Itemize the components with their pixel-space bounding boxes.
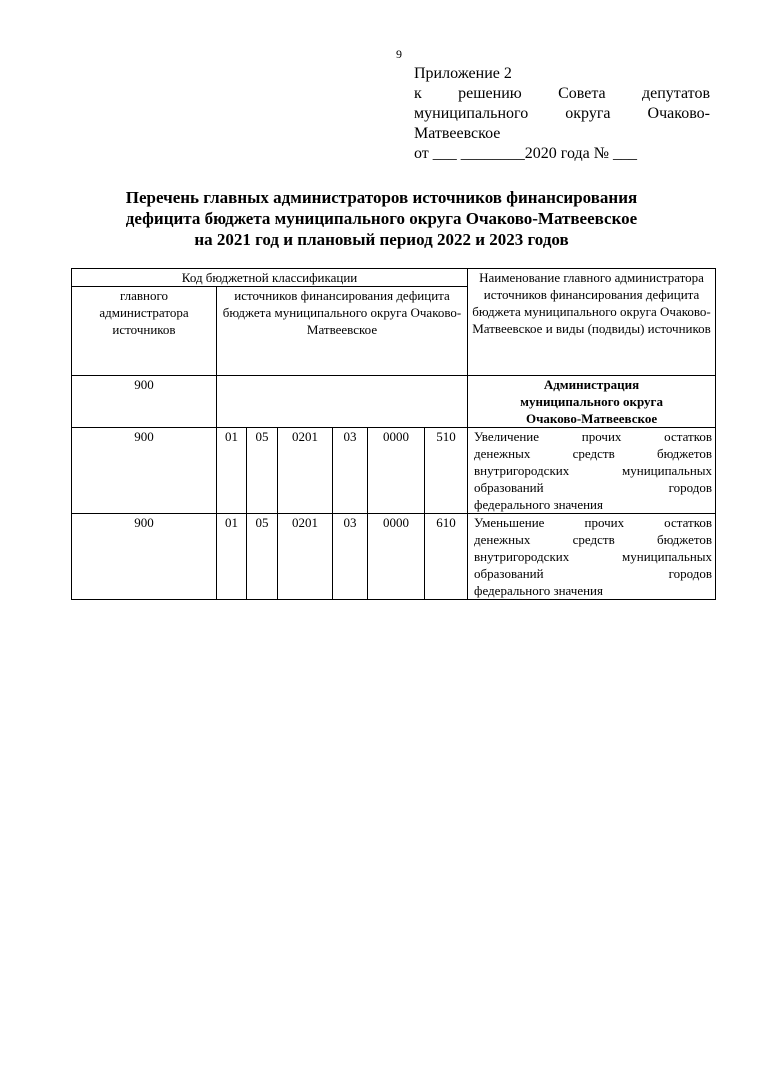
title-line-3: на 2021 год и плановый период 2022 и 2023 годов — [194, 230, 569, 249]
source-description: Увеличение прочих остатков денежных средств бюджетов внутригородских муниципальных образований городов федерального значения — [468, 428, 716, 514]
code-cell: 05 — [247, 428, 278, 514]
org-admin-code: 900 — [72, 376, 217, 428]
code-cell: 03 — [333, 514, 368, 600]
code-cell: 0000 — [368, 514, 425, 600]
document-title — [60, 187, 703, 250]
header-main-admin: главного администратора источников — [72, 287, 217, 376]
code-cell: 05 — [247, 514, 278, 600]
source-description: Уменьшение прочих остатков денежных средств бюджетов внутригородских муниципальных образований городов федерального значения — [468, 514, 716, 600]
code-cell: 610 — [425, 514, 468, 600]
admin-code-cell: 900 — [72, 428, 217, 514]
budget-sources-table — [71, 268, 716, 600]
appendix-block — [414, 64, 710, 164]
admin-code-cell: 900 — [72, 514, 217, 600]
table-row-organization — [72, 376, 716, 428]
org-empty-codes — [217, 376, 468, 428]
table-row — [72, 514, 716, 600]
appendix-district-end: Матвеевское — [414, 125, 501, 142]
title-line-2: дефицита бюджета муниципального округа Очаково-Матвеевское — [125, 209, 638, 228]
code-cell: 0000 — [368, 428, 425, 514]
header-budget-classification: Код бюджетной классификации — [72, 269, 468, 287]
header-admin-name: Наименование главного администратора источников финансирования дефицита бюджета муниципального округа Очаково-Матвеевское и виды (подвиды) источников — [468, 269, 716, 376]
appendix-district: муниципального округа Очаково- — [414, 105, 710, 122]
code-cell: 0201 — [278, 514, 333, 600]
table-row — [72, 428, 716, 514]
appendix-date: от ___ ________2020 года № ___ — [414, 145, 637, 162]
appendix-decision: к решению Совета депутатов — [414, 85, 710, 102]
code-cell: 03 — [333, 428, 368, 514]
page-number: 9 — [396, 47, 402, 61]
code-cell: 0201 — [278, 428, 333, 514]
header-financing-sources: источников финансирования дефицита бюджета муниципального округа Очаково-Матвеевское — [217, 287, 468, 376]
code-cell: 01 — [217, 514, 247, 600]
table-header-row — [72, 269, 716, 287]
org-name: Администрация муниципального округа Очаково-Матвеевское — [468, 376, 716, 428]
code-cell: 01 — [217, 428, 247, 514]
code-cell: 510 — [425, 428, 468, 514]
title-line-1: Перечень главных администраторов источников финансирования — [125, 188, 638, 207]
appendix-title: Приложение 2 — [414, 65, 512, 82]
